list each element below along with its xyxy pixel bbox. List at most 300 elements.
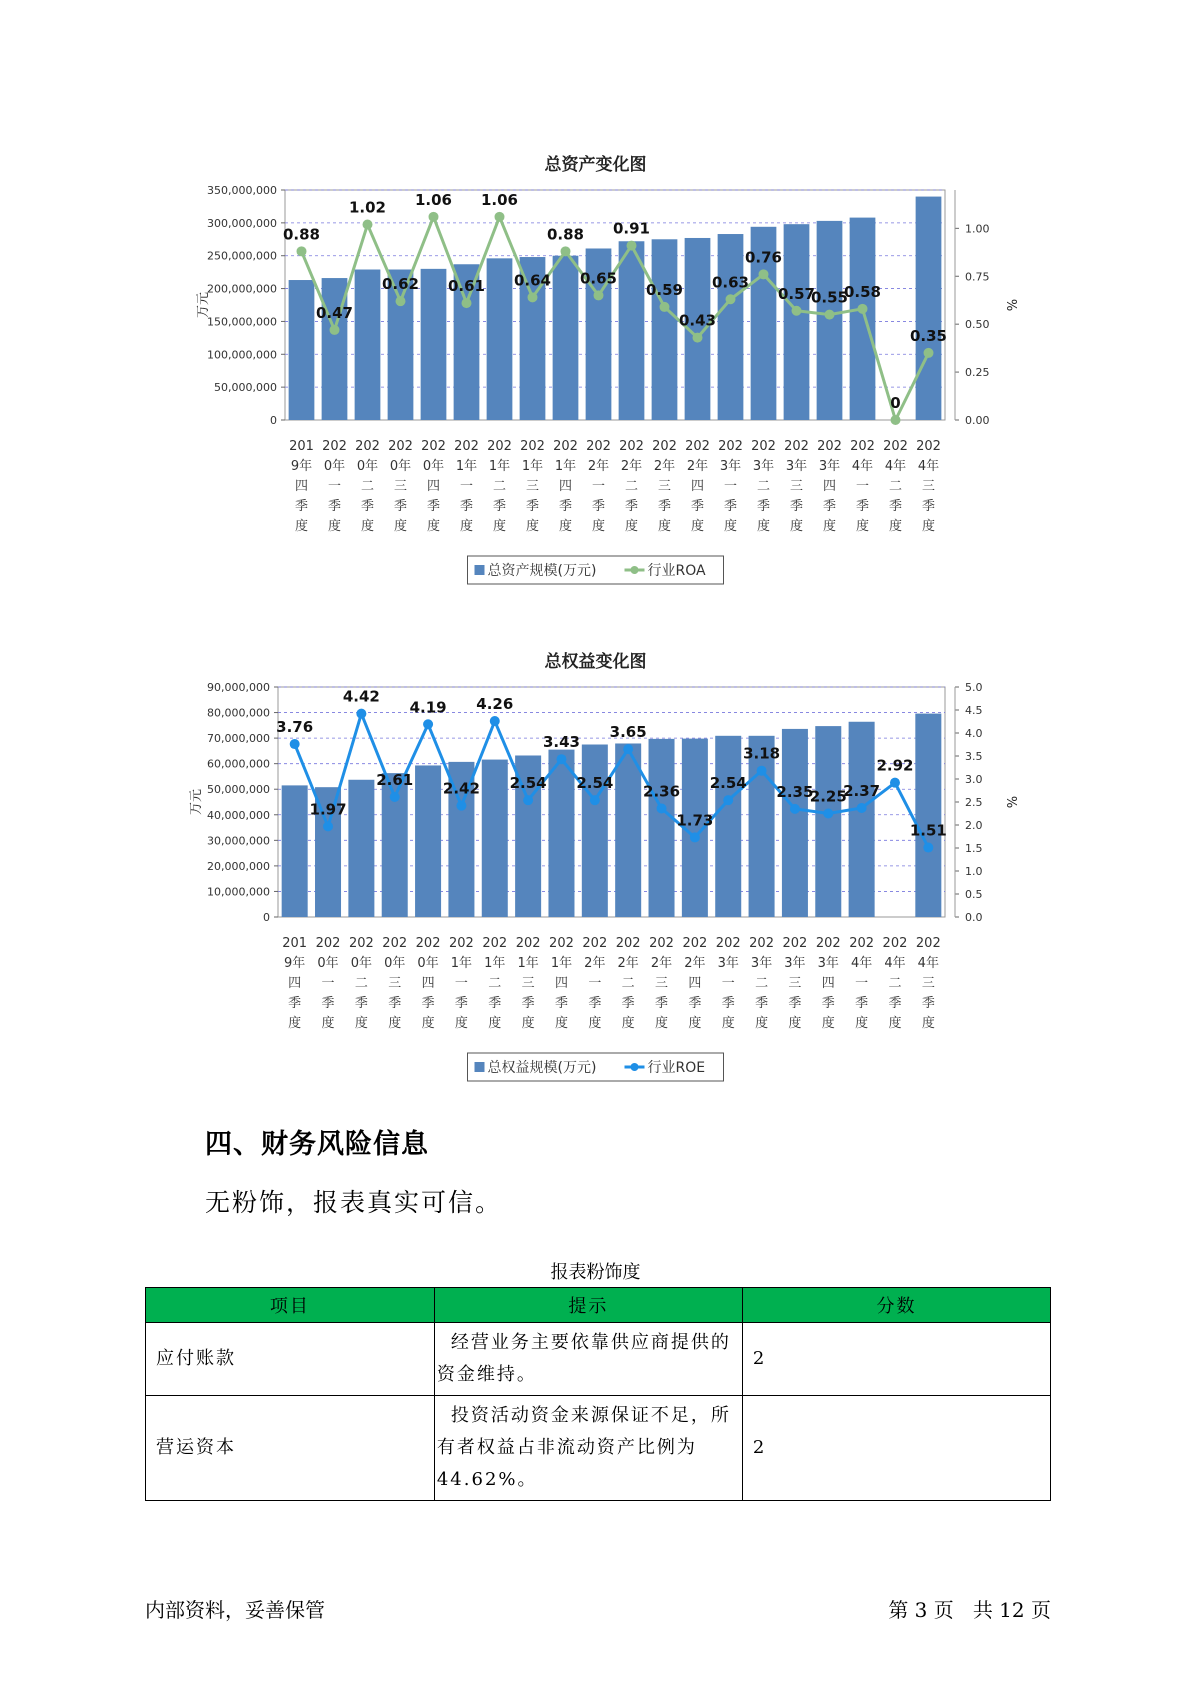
x-tick-label: 3年	[719, 459, 742, 474]
line-point	[923, 843, 933, 853]
x-tick-label: 202	[685, 439, 710, 454]
line-point	[528, 292, 538, 302]
x-tick-label: 三	[657, 479, 672, 494]
line-point	[690, 832, 700, 842]
line-point	[890, 778, 900, 788]
x-tick-label: 四	[690, 479, 705, 494]
x-tick-label: 3年	[784, 956, 806, 971]
x-tick-label: 202	[718, 439, 743, 454]
y2-tick-label: 1.00	[965, 222, 990, 236]
x-tick-label: 二	[624, 479, 639, 494]
x-tick-label: 季	[756, 499, 771, 514]
bar	[348, 780, 374, 917]
x-tick-label: 度	[558, 519, 573, 534]
data-label: 2.25	[809, 787, 847, 806]
line-point	[290, 739, 300, 749]
bar	[850, 218, 876, 420]
x-tick-label: 二	[755, 976, 769, 991]
x-tick-label: 3年	[817, 956, 839, 971]
x-tick-label: 1年	[517, 956, 539, 971]
line-point	[396, 296, 406, 306]
x-tick-label: 202	[751, 439, 776, 454]
data-label: 0.64	[513, 271, 552, 290]
x-tick-label: 1年	[450, 956, 473, 971]
chart1	[0, 180, 1191, 620]
data-label: 2.36	[643, 782, 681, 801]
bar	[652, 239, 678, 420]
chart2-title: 总权益变化图	[544, 652, 647, 672]
x-tick-label: 度	[454, 1016, 468, 1031]
risk-table	[145, 1287, 1051, 1501]
x-tick-label: 3年	[818, 459, 841, 474]
x-tick-label: 202	[915, 936, 941, 951]
legend-line-dot	[631, 1063, 639, 1071]
data-label: 0.62	[381, 275, 420, 294]
x-tick-label: 202	[482, 936, 508, 951]
x-tick-label: 季	[855, 499, 870, 514]
x-tick-label: 二	[360, 479, 375, 494]
y-tick-label: 50,000,000	[207, 783, 270, 797]
x-tick-label: 度	[690, 519, 705, 534]
bar	[615, 743, 641, 917]
data-label: 1.06	[414, 190, 453, 209]
x-tick-label: 三	[788, 976, 802, 991]
x-tick-label: 1年	[484, 956, 506, 971]
section-heading: 四、财务风险信息	[205, 1129, 429, 1160]
x-tick-label: 度	[721, 1016, 735, 1031]
x-tick-label: 一	[454, 976, 468, 991]
x-tick-label: 度	[492, 519, 507, 534]
line-point	[792, 306, 802, 316]
line-point	[429, 212, 439, 222]
data-label: 0.91	[612, 219, 651, 238]
x-tick-label: 0年	[384, 956, 406, 971]
x-tick-label: 202	[784, 439, 809, 454]
line-point	[857, 803, 867, 813]
x-tick-label: 4年	[917, 956, 939, 971]
line-point	[858, 304, 868, 314]
x-tick-label: 一	[321, 976, 335, 991]
bar	[815, 726, 841, 917]
data-label: 4.26	[476, 695, 514, 714]
footer-page-number: 第 3 页 共 12 页	[888, 1598, 1051, 1622]
y-tick-label: 80,000,000	[207, 706, 270, 720]
x-tick-label: 202	[549, 936, 574, 951]
x-tick-label: 季	[459, 499, 474, 514]
line-point	[490, 716, 500, 726]
x-tick-label: 202	[749, 936, 774, 951]
x-tick-label: 度	[723, 519, 738, 534]
x-tick-label: 二	[888, 479, 903, 494]
line-point	[657, 803, 667, 813]
x-tick-label: 度	[621, 1016, 635, 1031]
line-point	[723, 795, 733, 805]
bar	[916, 197, 942, 420]
x-tick-label: 季	[454, 996, 468, 1011]
x-tick-label: 四	[554, 976, 568, 991]
data-label: 2.54	[576, 774, 614, 793]
data-label: 0.76	[744, 248, 783, 267]
x-tick-label: 202	[355, 439, 380, 454]
x-tick-label: 度	[788, 1016, 802, 1031]
x-tick-label: 季	[421, 996, 435, 1011]
x-tick-label: 度	[855, 1016, 869, 1031]
x-tick-label: 二	[888, 976, 902, 991]
x-tick-label: 季	[388, 996, 402, 1011]
x-tick-label: 二	[621, 976, 635, 991]
line-point	[594, 290, 604, 300]
x-tick-label: 202	[715, 936, 741, 951]
y2-tick-label: 0.0	[965, 911, 983, 924]
x-tick-label: 202	[619, 439, 644, 454]
data-label: 0.47	[315, 303, 354, 322]
line-point	[693, 333, 703, 343]
x-tick-label: 四	[821, 976, 835, 991]
x-tick-label: 202	[586, 439, 611, 454]
x-tick-label: 季	[921, 499, 936, 514]
legend-bar-label: 总权益规模(万元)	[487, 1060, 597, 1076]
chart1-title: 总资产变化图	[544, 155, 647, 175]
line-point	[462, 298, 472, 308]
x-tick-label: 0年	[389, 459, 412, 474]
data-label: 0.35	[909, 326, 948, 345]
bar	[784, 224, 810, 420]
data-label: 0.88	[546, 225, 585, 244]
data-label: 3.76	[276, 718, 314, 737]
y-tick-label: 20,000,000	[207, 859, 270, 873]
bar	[553, 256, 579, 420]
row-hint: 经营业务主要依靠供应商提供的资金维持。	[434, 1323, 742, 1396]
x-tick-label: 202	[520, 439, 545, 454]
bar	[582, 745, 608, 918]
line-point	[825, 310, 835, 320]
x-tick-label: 季	[588, 996, 602, 1011]
x-tick-label: 度	[459, 519, 474, 534]
bar	[421, 269, 447, 420]
data-label: 0.55	[810, 288, 849, 307]
x-tick-label: 季	[755, 996, 769, 1011]
x-tick-label: 度	[288, 1016, 302, 1031]
y2-tick-label: 0.50	[965, 318, 990, 332]
x-tick-label: 一	[855, 976, 869, 991]
x-tick-label: 2年	[587, 459, 610, 474]
x-tick-label: 2年	[653, 459, 676, 474]
x-tick-label: 度	[488, 1016, 502, 1031]
y-tick-label: 200,000,000	[207, 282, 277, 296]
y-axis-title: 万元	[189, 788, 204, 816]
x-tick-label: 季	[360, 499, 375, 514]
x-tick-label: 三	[388, 976, 402, 991]
line-point	[495, 212, 505, 222]
x-tick-label: 三	[393, 479, 408, 494]
data-label: 0.43	[678, 311, 717, 330]
x-tick-label: 202	[515, 936, 541, 951]
x-tick-label: 度	[755, 1016, 769, 1031]
x-tick-label: 季	[888, 499, 903, 514]
x-tick-label: 2年	[650, 956, 673, 971]
x-tick-label: 度	[655, 1016, 669, 1031]
x-tick-label: 四	[822, 479, 837, 494]
x-tick-label: 四	[426, 479, 441, 494]
bar	[415, 765, 441, 917]
x-tick-label: 季	[788, 996, 802, 1011]
row-score: 2	[742, 1396, 1050, 1501]
x-tick-label: 季	[855, 996, 869, 1011]
x-tick-label: 4年	[884, 459, 907, 474]
x-tick-label: 季	[723, 499, 738, 514]
x-tick-label: 三	[525, 479, 540, 494]
x-tick-label: 季	[321, 996, 335, 1011]
x-tick-label: 季	[789, 499, 804, 514]
x-tick-label: 3年	[752, 459, 775, 474]
x-tick-label: 2年	[686, 459, 709, 474]
bar	[849, 722, 875, 917]
x-tick-label: 四	[688, 976, 702, 991]
bar	[718, 234, 744, 420]
y2-axis-title: %	[1003, 795, 1018, 809]
bar	[715, 736, 741, 917]
x-tick-label: 1年	[554, 459, 577, 474]
x-tick-label: 季	[721, 996, 735, 1011]
x-tick-label: 202	[315, 936, 341, 951]
data-label: 1.06	[480, 190, 519, 209]
x-tick-label: 二	[488, 976, 502, 991]
x-tick-label: 度	[327, 519, 342, 534]
data-label: 3.18	[743, 744, 781, 763]
x-tick-label: 季	[688, 996, 702, 1011]
y-tick-label: 50,000,000	[214, 381, 277, 395]
x-tick-label: 202	[487, 439, 512, 454]
x-tick-label: 度	[426, 519, 441, 534]
line-point	[590, 795, 600, 805]
data-label: 0.63	[711, 273, 750, 292]
x-tick-label: 季	[621, 996, 635, 1011]
bar	[548, 750, 574, 917]
x-tick-label: 季	[822, 499, 837, 514]
x-tick-label: 一	[721, 976, 735, 991]
x-tick-label: 9年	[290, 459, 313, 474]
x-tick-label: 季	[288, 996, 302, 1011]
x-tick-label: 二	[756, 479, 771, 494]
x-tick-label: 一	[459, 479, 474, 494]
data-label: 0.57	[777, 284, 816, 303]
data-label: 1.51	[909, 821, 947, 840]
x-tick-label: 202	[553, 439, 578, 454]
y2-axis-title: %	[1003, 298, 1018, 312]
x-tick-label: 度	[888, 519, 903, 534]
table-row	[146, 1323, 1051, 1396]
x-tick-label: 度	[657, 519, 672, 534]
line-point	[356, 709, 366, 719]
x-tick-label: 度	[525, 519, 540, 534]
bar	[482, 760, 508, 917]
x-tick-label: 季	[393, 499, 408, 514]
data-label: 0.61	[447, 277, 486, 296]
x-tick-label: 三	[521, 976, 535, 991]
x-tick-label: 度	[756, 519, 771, 534]
x-tick-label: 度	[521, 1016, 535, 1031]
data-label: 2.35	[776, 782, 814, 801]
y2-tick-label: 0.5	[965, 888, 983, 901]
x-tick-label: 202	[582, 936, 608, 951]
line-point	[726, 294, 736, 304]
line-point	[523, 795, 533, 805]
x-tick-label: 度	[588, 1016, 602, 1031]
x-tick-label: 1年	[521, 459, 544, 474]
x-tick-label: 季	[591, 499, 606, 514]
line-point	[757, 766, 767, 776]
x-tick-label: 度	[321, 1016, 335, 1031]
x-tick-label: 度	[888, 1016, 902, 1031]
x-tick-label: 0年	[356, 459, 379, 474]
x-tick-label: 201	[282, 936, 308, 951]
data-label: 2.54	[709, 774, 747, 793]
line-point	[456, 801, 466, 811]
bar	[649, 739, 675, 917]
x-tick-label: 202	[850, 439, 875, 454]
x-tick-label: 度	[921, 1016, 935, 1031]
x-tick-label: 四	[558, 479, 573, 494]
y2-tick-label: 5.0	[965, 681, 983, 694]
line-point	[556, 754, 566, 764]
y-tick-label: 300,000,000	[207, 216, 277, 230]
x-tick-label: 四	[421, 976, 435, 991]
data-label: 2.54	[509, 774, 547, 793]
data-label: 4.19	[409, 698, 447, 717]
row-score: 2	[742, 1323, 1050, 1396]
x-tick-label: 0年	[317, 956, 339, 971]
x-tick-label: 202	[883, 439, 908, 454]
y-tick-label: 150,000,000	[207, 315, 277, 329]
x-tick-label: 度	[789, 519, 804, 534]
x-tick-label: 1年	[488, 459, 511, 474]
x-tick-label: 202	[815, 936, 841, 951]
data-label: 0.65	[579, 269, 618, 288]
data-label: 2.37	[843, 781, 881, 800]
x-tick-label: 度	[688, 1016, 702, 1031]
row-item: 应付账款	[146, 1323, 435, 1396]
x-tick-label: 201	[289, 439, 314, 454]
x-tick-label: 二	[354, 976, 368, 991]
row-item: 营运资本	[146, 1396, 435, 1501]
y-tick-label: 0	[263, 911, 270, 924]
header-hint: 提示	[434, 1288, 742, 1323]
x-tick-label: 4年	[851, 459, 874, 474]
x-tick-label: 202	[382, 936, 408, 951]
y-tick-label: 70,000,000	[207, 732, 270, 746]
x-tick-label: 度	[393, 519, 408, 534]
bar	[619, 241, 645, 420]
x-tick-label: 0年	[417, 956, 439, 971]
x-tick-label: 0年	[350, 956, 373, 971]
data-label: 0.58	[843, 282, 882, 301]
line-point	[323, 821, 333, 831]
legend-line-label: 行业ROE	[647, 1060, 706, 1076]
y2-tick-label: 3.0	[965, 773, 983, 786]
y2-tick-label: 2.0	[965, 819, 983, 832]
x-tick-label: 202	[817, 439, 842, 454]
x-tick-label: 4年	[884, 956, 906, 971]
x-tick-label: 度	[624, 519, 639, 534]
table-header-row	[146, 1288, 1051, 1323]
data-label: 2.92	[876, 756, 914, 775]
x-tick-label: 一	[588, 976, 602, 991]
x-tick-label: 度	[294, 519, 309, 534]
x-tick-label: 三	[789, 479, 804, 494]
y2-tick-label: 2.5	[965, 796, 983, 809]
bar	[817, 221, 843, 420]
x-tick-label: 度	[822, 519, 837, 534]
y-tick-label: 10,000,000	[207, 885, 270, 899]
line-point	[623, 744, 633, 754]
x-tick-label: 3年	[717, 956, 739, 971]
y-tick-label: 30,000,000	[207, 834, 270, 848]
line-point	[330, 325, 340, 335]
x-tick-label: 2年	[584, 956, 606, 971]
y-tick-label: 250,000,000	[207, 249, 277, 263]
x-tick-label: 三	[921, 479, 936, 494]
x-tick-label: 一	[723, 479, 738, 494]
x-tick-label: 202	[882, 936, 908, 951]
x-tick-label: 季	[354, 996, 368, 1011]
x-tick-label: 4年	[917, 459, 940, 474]
x-tick-label: 1年	[550, 956, 573, 971]
x-tick-label: 一	[855, 479, 870, 494]
x-tick-label: 202	[849, 936, 875, 951]
x-tick-label: 202	[421, 439, 446, 454]
x-tick-label: 202	[449, 936, 474, 951]
section-body: 无粉饰，报表真实可信。	[205, 1188, 503, 1217]
y2-tick-label: 0.75	[965, 270, 990, 284]
x-tick-label: 二	[492, 479, 507, 494]
line-point	[297, 246, 307, 256]
line-point	[790, 804, 800, 814]
y-tick-label: 40,000,000	[207, 808, 270, 822]
data-label: 1.97	[309, 800, 347, 819]
y-tick-label: 90,000,000	[207, 681, 270, 694]
x-tick-label: 202	[454, 439, 479, 454]
y2-tick-label: 3.5	[965, 750, 983, 763]
y2-tick-label: 4.5	[965, 704, 983, 717]
x-tick-label: 季	[888, 996, 902, 1011]
x-tick-label: 202	[322, 439, 347, 454]
x-tick-label: 四	[288, 976, 302, 991]
bar	[487, 258, 513, 420]
legend-bar-swatch	[475, 1062, 485, 1072]
x-tick-label: 度	[554, 1016, 568, 1031]
line-point	[660, 302, 670, 312]
x-tick-label: 季	[690, 499, 705, 514]
x-tick-label: 度	[360, 519, 375, 534]
bar	[782, 729, 808, 917]
data-label: 2.61	[376, 770, 414, 789]
x-tick-label: 202	[782, 936, 808, 951]
x-tick-label: 2年	[620, 459, 643, 474]
x-tick-label: 202	[388, 439, 413, 454]
y2-tick-label: 0.00	[965, 414, 990, 427]
data-label: 1.73	[676, 811, 714, 830]
header-score: 分数	[742, 1288, 1050, 1323]
legend-line-label: 行业ROA	[647, 563, 706, 579]
line-point	[823, 809, 833, 819]
bar	[915, 714, 941, 917]
x-tick-label: 一	[591, 479, 606, 494]
x-tick-label: 202	[348, 936, 374, 951]
data-label: 3.43	[542, 733, 580, 752]
x-tick-label: 季	[521, 996, 535, 1011]
x-tick-label: 3年	[785, 459, 808, 474]
x-tick-label: 季	[921, 996, 935, 1011]
